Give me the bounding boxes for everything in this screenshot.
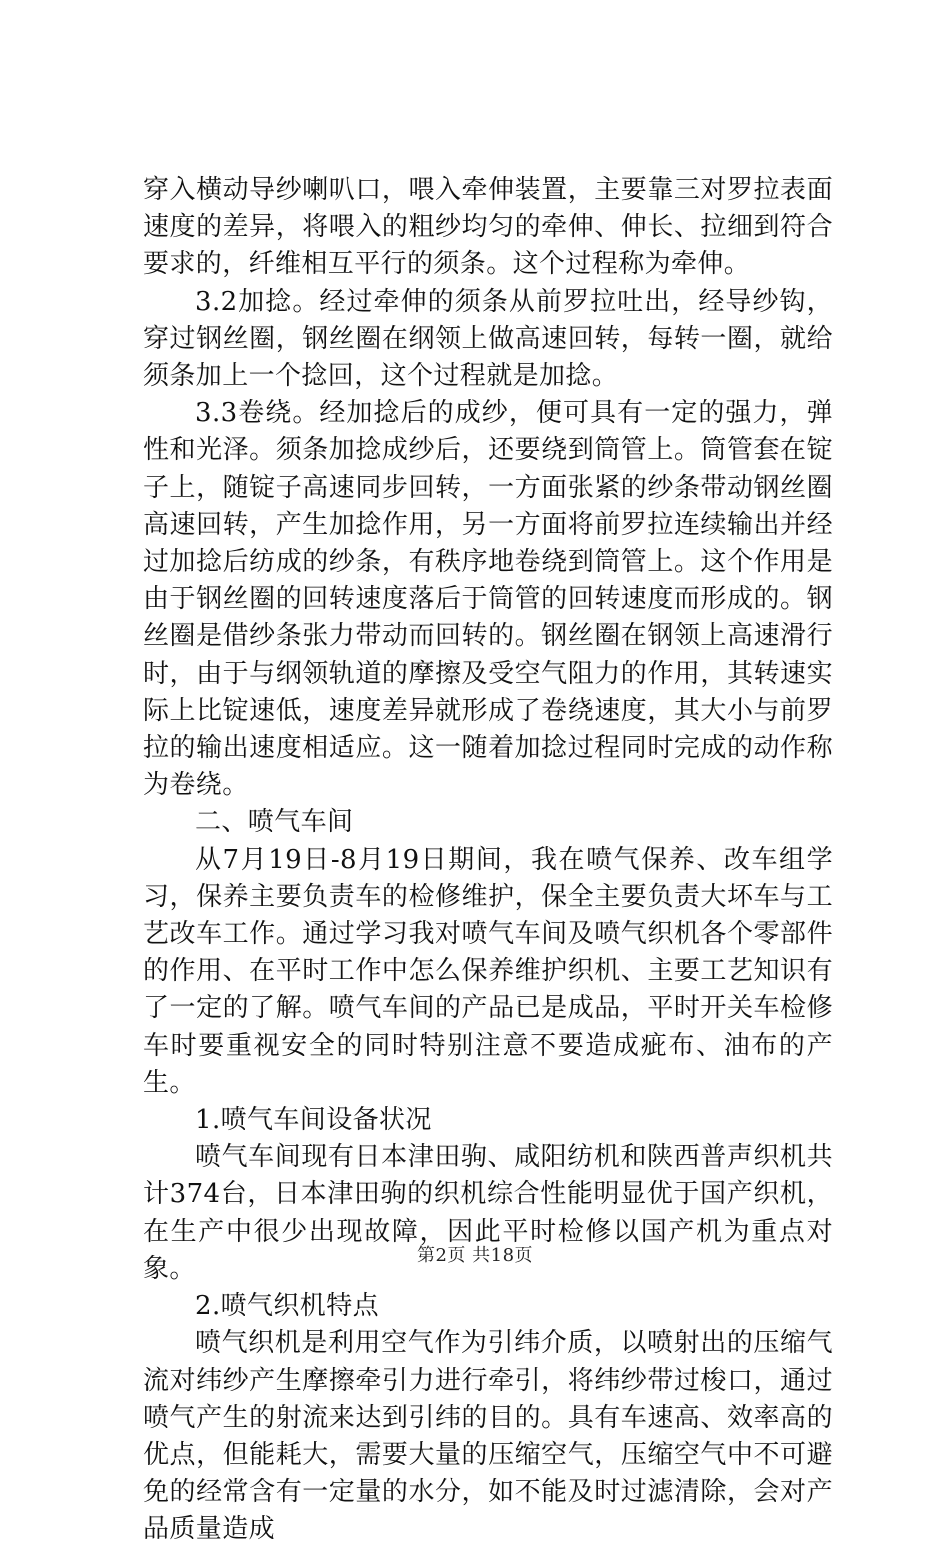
paragraph-equipment-status: 喷气车间现有日本津田驹、咸阳纺机和陕西普声织机共计374台，日本津田驹的织机综合性能明显优于国产织机，在生产中很少出现故障，因此平时检修以国产机为重点对象。 [143, 1142, 833, 1284]
paragraph-airjet-study: 从7月19日-8月19日期间，我在喷气保养、改车组学习，保养主要负责车的检修维护，保全主要负责大坏车与工艺改车工作。通过学习我对喷气车间及喷气织机各个零部件的作用、在平时工作中怎么保养维护织机、主要工艺知识有了一定的了解。喷气车间的产品已是成品，平时开关车检修车时要重视安全的同时特别注意不要造成疵布、油布的产生。 [143, 844, 833, 1098]
subheading-loom-features: 2.喷气织机特点 [195, 1291, 380, 1322]
paragraph-drafting-continued: 穿入横动导纱喇叭口，喂入牵伸装置，主要靠三对罗拉表面速度的差异，将喂入的粗纱均匀的牵伸、伸长、拉细到符合要求的，纤维相互平行的须条。这个过程称为牵伸。 [143, 175, 833, 280]
paragraph-loom-features: 喷气织机是利用空气作为引纬介质，以喷射出的压缩气流对纬纱产生摩擦牵引力进行牵引，将纬纱带过梭口，通过喷气产生的射流来达到引纬的目的。具有车速高、效率高的优点，但能耗大，需要大量的压缩空气，压缩空气中不可避免的经常含有一定量的水分，如不能及时过滤清除，会对产品质量造成 [143, 1328, 833, 1545]
page-number-footer: 第2页 共18页 [416, 1245, 534, 1266]
section-heading-airjet-workshop: 二、喷气车间 [195, 807, 354, 838]
body-text [143, 172, 833, 1549]
paragraph-twisting: 3.2加捻。经过牵伸的须条从前罗拉吐出，经导纱钩，穿过钢丝圈，钢丝圈在纲领上做高速回转，每转一圈，就给须条加上一个捻回，这个过程就是加捻。 [143, 286, 833, 392]
paragraph-winding: 3.3卷绕。经加捻后的成纱，便可具有一定的强力，弹性和光泽。须条加捻成纱后，还要绕到筒管上。筒管套在锭子上，随锭子高速同步回转，一方面张紧的纱条带动钢丝圈高速回转，产生加捻作用，另一方面将前罗拉连续输出并经过加捻后纺成的纱条，有秩序地卷绕到筒管上。这个作用是由于钢丝圈的回转速度落后于筒管的回转速度而形成的。钢丝圈是借纱条张力带动而回转的。钢丝圈在钢领上高速滑行时，由于与纲领轨道的摩擦及受空气阻力的作用，其转速实际上比锭速低，速度差异就形成了卷绕速度，其大小与前罗拉的输出速度相适应。这一随着加捻过程同时完成的动作称为卷绕。 [143, 398, 833, 801]
subheading-equipment-status: 1.喷气车间设备状况 [195, 1105, 432, 1136]
